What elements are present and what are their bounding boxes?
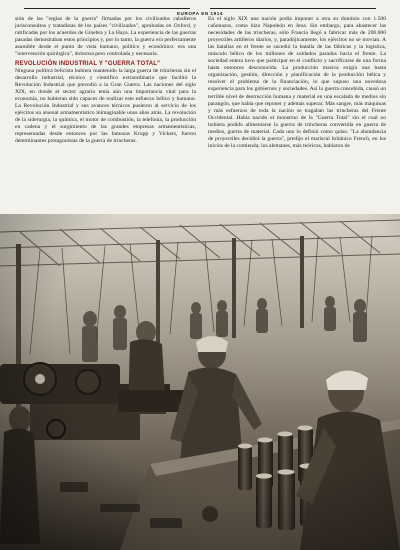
section-subhead: REVOLUCIÓN INDUSTRIAL Y "GUERRA TOTAL" [15, 60, 161, 67]
running-header: EUROPA EN 1914 [171, 9, 229, 19]
photo-vignette [0, 214, 400, 550]
factory-photo [0, 214, 400, 550]
right-column [208, 16, 386, 150]
header-rule-right [210, 8, 376, 9]
page-header [0, 2, 400, 16]
left-column [15, 16, 196, 145]
header-rule-left [24, 8, 190, 9]
left-paragraph-2: Ninguna política belicista hubiera mantenido la larga guerra de trincheras sin el desarrollo industrial, técnico y científico extraordinario que facilitó la Revolución Industrial que precedió a la Gran Guerra. Las naciones del siglo XIX, en donde el sector agrario tenía aún una importancia vital para la economía, no hubieran sido capaces de realizar este esfuerzo bélico y humano. La Revolución Industrial y sus avances técnicos pusieron al servicio de los ejércitos un arsenal armamentístico inimaginable unos años atrás. La revolución de la siderurgia, la química, el motor de combustión, la telefonía, la producción en cadena y el surgimiento de las grandes empresas armamentísticas, representadas desde entonces por las famosas Krupp y Vickers, fueron determinantes protagonistas de la guerra de trincheras. [15, 67, 196, 145]
right-paragraph-1: En el siglo XIX una nación podía imponer a otra su dominio con 1.500 cañonazos, como hizo Napoleón en Jena. Sin embargo, para abastecer las necesidades de las trincheras, sólo Francia llegó a fabricar más de 200.000 proyectiles artilleros diarios, y, paradójicamente, los ejércitos no se movían. A las batallas en el frente se sucedió la batalla de las fábricas y la logística, músculo bélico de los millones de soldados parados hacia el frente. La sociedad entera tuvo que participar en el conflicto y sacrificarse de una forma hasta entonces desconocida. La producción masiva exigía una basta organización, gestión, dirección y planificación de la producción bélica y resolver el problema de la financiación, lo que supuso una novedosa experiencia para los gobiernos y sociedades. Así la guerra concebida, causó un terrible nivel de destrucción humana y material en una escalada de medios sin parangón, que había que reponer y además superar. Más sangre, más máquinas y más esfuerzos de toda la nación se tragaban las trincheras del Frente Occidental. Había nacido el monstruo de la "Guerra Total" sin el cual no hubiera podido alimentarse la guerra de trincheras convertida en guerra de medios, guerra de material. Cada uno lo definió como quiso. "La abundancia de proyectiles decidirá la guerra", predijo el mariscal británico French, en los inicios de la contienda; los alemanes, más teóricos, hablaron de [208, 16, 386, 149]
left-paragraph-1: sión de las "reglas de la guerra" firmadas por los civilizados caballeros jurisconsultos y tratadistas de los países "civilizados", aprobadas en Oxford, y ratificadas por los acuerdos de Ginebra y La Haya. La experiencia de las guerras pasadas demostraban estos principios y, por lo tanto, la guerra era perfectamente asumible desde el punto de vista humano, político y económico: era una "intervención quirúrgica", dolorosa pero controlada y necesaria. [15, 16, 196, 58]
